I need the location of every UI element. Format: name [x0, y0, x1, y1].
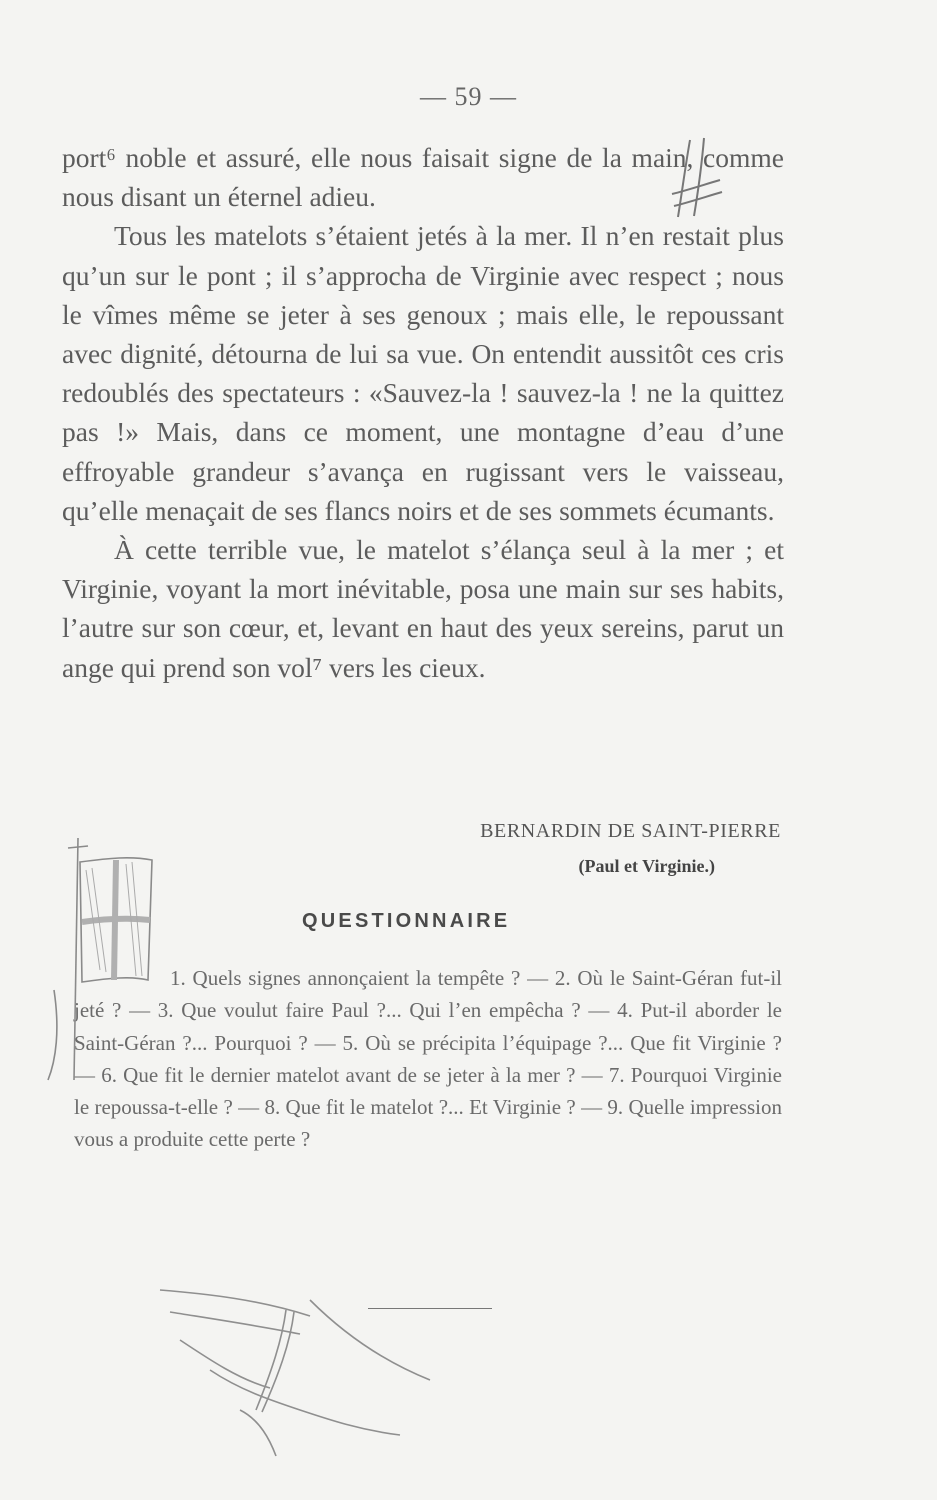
- pencil-flag-doodle: [150, 1260, 450, 1460]
- questionnaire-questions: 1. Quels signes annonçaient la tempête ? — 2. Où le Saint-Géran fut-il jeté ? — 3. Que voulut faire Paul ?... Qui l’en empêcha ? — 4. Put-il aborder le Saint-Géran ?... Pourquoi ? — 5. Où se précipita l’équipage ?... Que fit Virginie ? — 6. Que fit le dernier matelot avant de se jeter à la mer ? — 7. Pourquoi Virginie le repoussa-t-elle ? — 8. Que fit le matelot ?... Et Virginie ? — 9. Quelle impression vous a produite cette perte ?: [74, 966, 782, 1152]
- author-attribution: BERNARDIN DE SAINT-PIERRE: [480, 820, 781, 842]
- page-number: — 59 —: [420, 82, 517, 111]
- paragraph-2: Tous les matelots s’étaient jetés à la mer. Il n’en restait plus qu’un sur le pont ; il s’approcha de Virginie avec respect ; nous le vîmes même se jeter à ses genoux ; mais elle, le repoussant avec dignité, détourna de lui sa vue. On entendit aussitôt ces cris redoublés des spectateurs : «Sauvez-la ! sauvez-la ! ne la quittez pas !» Mais, dans ce moment, une montagne d’eau d’une effroyable grandeur s’avança en rugissant vers le vaisseau, qu’elle menaçait de ses flancs noirs et de ses sommets écumants.: [62, 220, 784, 526]
- end-rule: [368, 1308, 492, 1309]
- work-title: (Paul et Virginie.): [578, 856, 715, 876]
- questionnaire-title: QUESTIONNAIRE: [302, 910, 511, 932]
- questionnaire-text: [74, 962, 782, 1156]
- paragraph-1: port⁶ noble et assuré, elle nous faisait signe de la main, comme nous disant un éternel adieu.: [62, 142, 784, 213]
- main-text: [62, 138, 784, 687]
- paragraph-3: À cette terrible vue, le matelot s’élança seul à la mer ; et Virginie, voyant la mort inévitable, posa une main sur ses habits, l’autre sur son cœur, et, levant en haut des yeux sereins, parut un ange qui prend son vol⁷ vers les cieux.: [62, 534, 784, 683]
